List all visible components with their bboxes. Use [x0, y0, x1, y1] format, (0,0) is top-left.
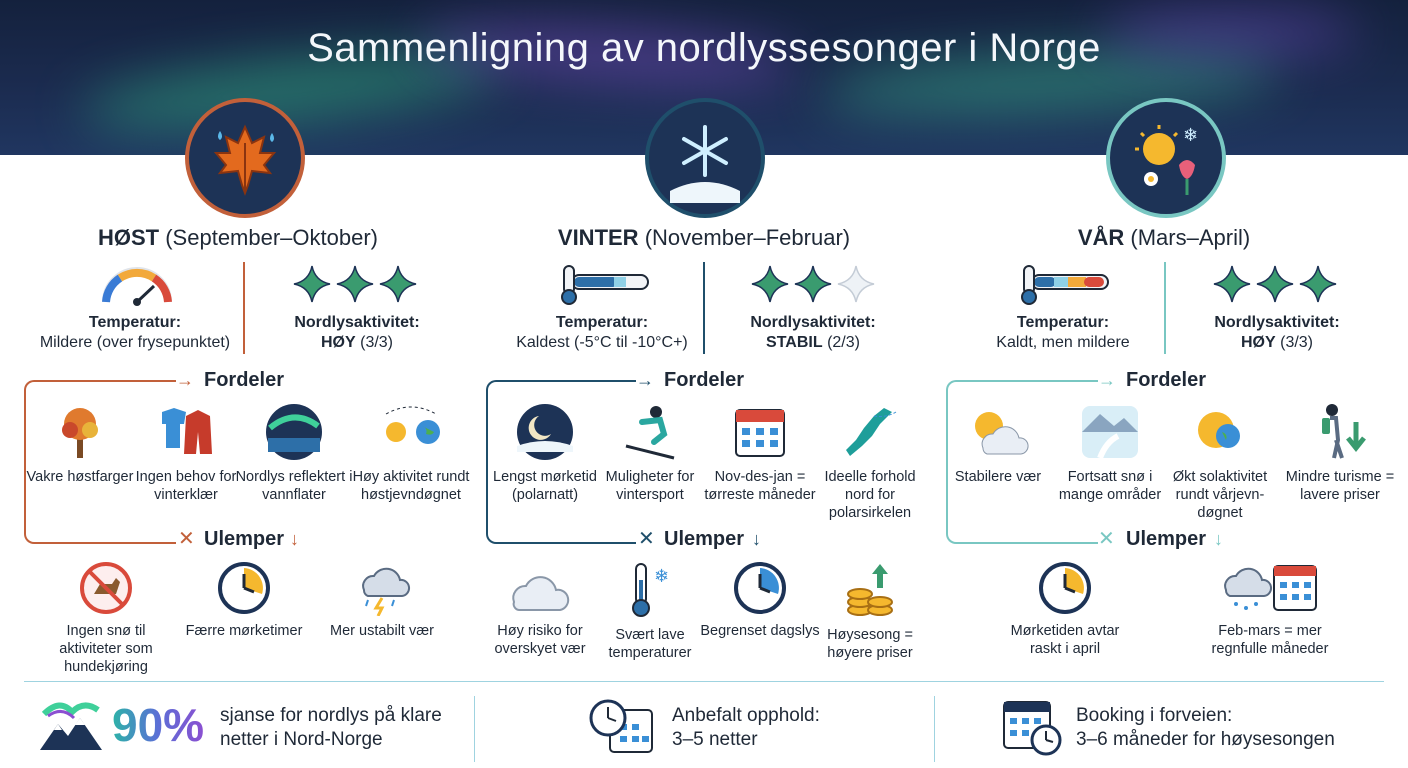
arrow-right-icon: →: [636, 370, 654, 390]
aurora-stars-winter: [750, 264, 880, 306]
sun-globe-icon: [1190, 402, 1250, 462]
arrow-down-icon: ↓: [1214, 529, 1223, 549]
temperature-winter: Temperatur: Kaldest (-5°C til -10°C+): [516, 314, 688, 351]
clock-icon: [216, 560, 272, 616]
cross-icon: ✕: [638, 528, 655, 550]
no-dog-sled-icon: [78, 560, 134, 616]
star-filled-icon: [750, 264, 790, 304]
skier-icon: [620, 402, 680, 462]
winter-medallion: [645, 98, 765, 218]
pro-item-spring-2: Fortsatt snø i mange områder: [1050, 402, 1170, 504]
aurora-stars-autumn: [292, 264, 422, 306]
aurora-activity-spring: Nordlysaktivitet: HØY (3/3): [1214, 314, 1340, 351]
pro-item-spring-3: Økt solaktivitet rundt vårjevn-døgnet: [1160, 402, 1280, 522]
sun-earth-icon: [376, 402, 446, 462]
snowflake-icon: [660, 113, 750, 203]
divider: [243, 262, 245, 354]
svg-text:❄: ❄: [1183, 125, 1199, 146]
star-filled-icon: [335, 264, 375, 304]
coins-icon: [842, 560, 898, 620]
star-filled-icon: [292, 264, 332, 304]
booking-calendar-icon: [1000, 698, 1064, 756]
season-title-spring: VÅR (Mars–April): [1077, 225, 1251, 250]
maple-leaf-icon: [200, 113, 290, 203]
recommended-stay: Anbefalt opphold: 3–5 netter: [672, 705, 820, 750]
cons-title-spring: Ulemper: [1126, 528, 1207, 550]
clock-icon: [1037, 560, 1093, 616]
aurora-mountain-icon: [40, 698, 102, 752]
pros-title-spring: Fordeler: [1126, 369, 1207, 391]
thermometer-icon: [558, 264, 652, 306]
aurora-lake-icon: [264, 402, 324, 462]
norway-map-icon: [840, 402, 900, 462]
spring-medallion: [1106, 98, 1226, 218]
star-filled-icon: [378, 264, 418, 304]
autumn-medallion: [185, 98, 305, 218]
winter-clothes-icon: [156, 402, 216, 462]
pro-item-autumn-3: Nordlys reflektert i vannflater: [234, 402, 354, 504]
moon-night-icon: [515, 402, 575, 462]
con-item-spring-1: Mørketiden avtar raskt i april: [1000, 560, 1130, 658]
cons-title-autumn: Ulemper: [204, 528, 285, 550]
page-title: Sammenligning av nordlyssesonger i Norge: [307, 26, 1101, 70]
star-filled-icon: [1212, 264, 1252, 304]
con-item-autumn-2: Færre mørketimer: [184, 560, 304, 640]
temperature-autumn: Temperatur: Mildere (over frysepunktet): [39, 314, 231, 351]
rain-calendar-icon: [1220, 560, 1320, 616]
star-empty-icon: [836, 264, 876, 304]
thermometer-icon: [1018, 264, 1112, 306]
divider: [703, 262, 705, 354]
con-item-winter-2: ❄ Svært lave temperaturer: [590, 560, 710, 662]
footer-divider: [474, 696, 475, 762]
con-item-winter-3: Begrenset dagslys: [700, 560, 820, 640]
star-filled-icon: [1255, 264, 1295, 304]
booking-advice: Booking i forveien: 3–6 måneder for høysesongen: [1076, 705, 1335, 750]
storm-cloud-icon: [352, 560, 412, 616]
aurora-chance-text: sjanse for nordlys på klare netter i Nord-Norge: [220, 705, 442, 750]
cold-thermometer-icon: [622, 560, 678, 620]
clock-calendar-icon: [588, 698, 656, 754]
con-item-spring-2: Feb-mars = mer regnfulle måneder: [1200, 560, 1340, 658]
aurora-activity-autumn: Nordlysaktivitet: HØY (3/3): [294, 314, 420, 351]
con-item-autumn-3: Mer ustabilt vær: [322, 560, 442, 640]
pro-item-spring-4: Mindre turisme = lavere priser: [1276, 402, 1404, 504]
aurora-stars-spring: [1212, 264, 1342, 306]
star-filled-icon: [793, 264, 833, 304]
sun-cloud-icon: [963, 402, 1033, 462]
calendar-icon: [730, 402, 790, 462]
arrow-down-icon: ↓: [290, 529, 299, 549]
footer-divider: [24, 681, 1384, 682]
autumn-tree-icon: [50, 402, 110, 462]
cross-icon: ✕: [1098, 528, 1115, 550]
temperature-spring: Temperatur: Kaldt, men mildere: [996, 314, 1130, 351]
con-item-autumn-1: Ingen snø til aktiviteter som hundekjøring: [46, 560, 166, 676]
aurora-chance-percent: 90%: [112, 699, 205, 751]
pros-title-autumn: Fordeler: [204, 369, 285, 391]
pro-item-spring-1: Stabilere vær: [938, 402, 1058, 486]
svg-text:❄: ❄: [654, 566, 670, 587]
season-title-winter: VINTER (November–Februar): [557, 225, 851, 250]
pro-item-autumn-2: Ingen behov for vinterklær: [126, 402, 246, 504]
gauge-icon: [98, 262, 176, 306]
clock-icon: [732, 560, 788, 616]
pro-item-autumn-1: Vakre høstfarger: [20, 402, 140, 486]
cross-icon: ✕: [178, 528, 195, 550]
pro-item-autumn-4: Høy aktivitet rundt høstjevndøgnet: [346, 402, 476, 504]
pro-item-winter-1: Lengst mørketid (polarnatt): [482, 402, 608, 504]
pro-item-winter-3: Nov-des-jan = tørreste måneder: [700, 402, 820, 504]
divider: [1164, 262, 1166, 354]
season-title-autumn: HØST (September–Oktober): [97, 225, 378, 250]
arrow-down-icon: ↓: [752, 529, 761, 549]
pros-title-winter: Fordeler: [664, 369, 745, 391]
con-item-winter-1: Høy risiko for overskyet vær: [480, 560, 600, 658]
cons-title-winter: Ulemper: [664, 528, 745, 550]
snowy-road-icon: [1080, 402, 1140, 462]
footer-divider: [934, 696, 935, 762]
arrow-right-icon: →: [176, 370, 194, 390]
pro-item-winter-4: Ideelle forhold nord for polarsirkelen: [810, 402, 930, 522]
hiker-icon: [1310, 402, 1370, 462]
aurora-activity-winter: Nordlysaktivitet: STABIL (2/3): [750, 314, 876, 351]
con-item-winter-4: Høysesong = høyere priser: [810, 560, 930, 662]
star-filled-icon: [1298, 264, 1338, 304]
sun-flowers-icon: [1121, 113, 1211, 203]
pro-item-winter-2: Muligheter for vintersport: [590, 402, 710, 504]
cloud-icon: [504, 560, 576, 616]
arrow-right-icon: →: [1098, 370, 1116, 390]
